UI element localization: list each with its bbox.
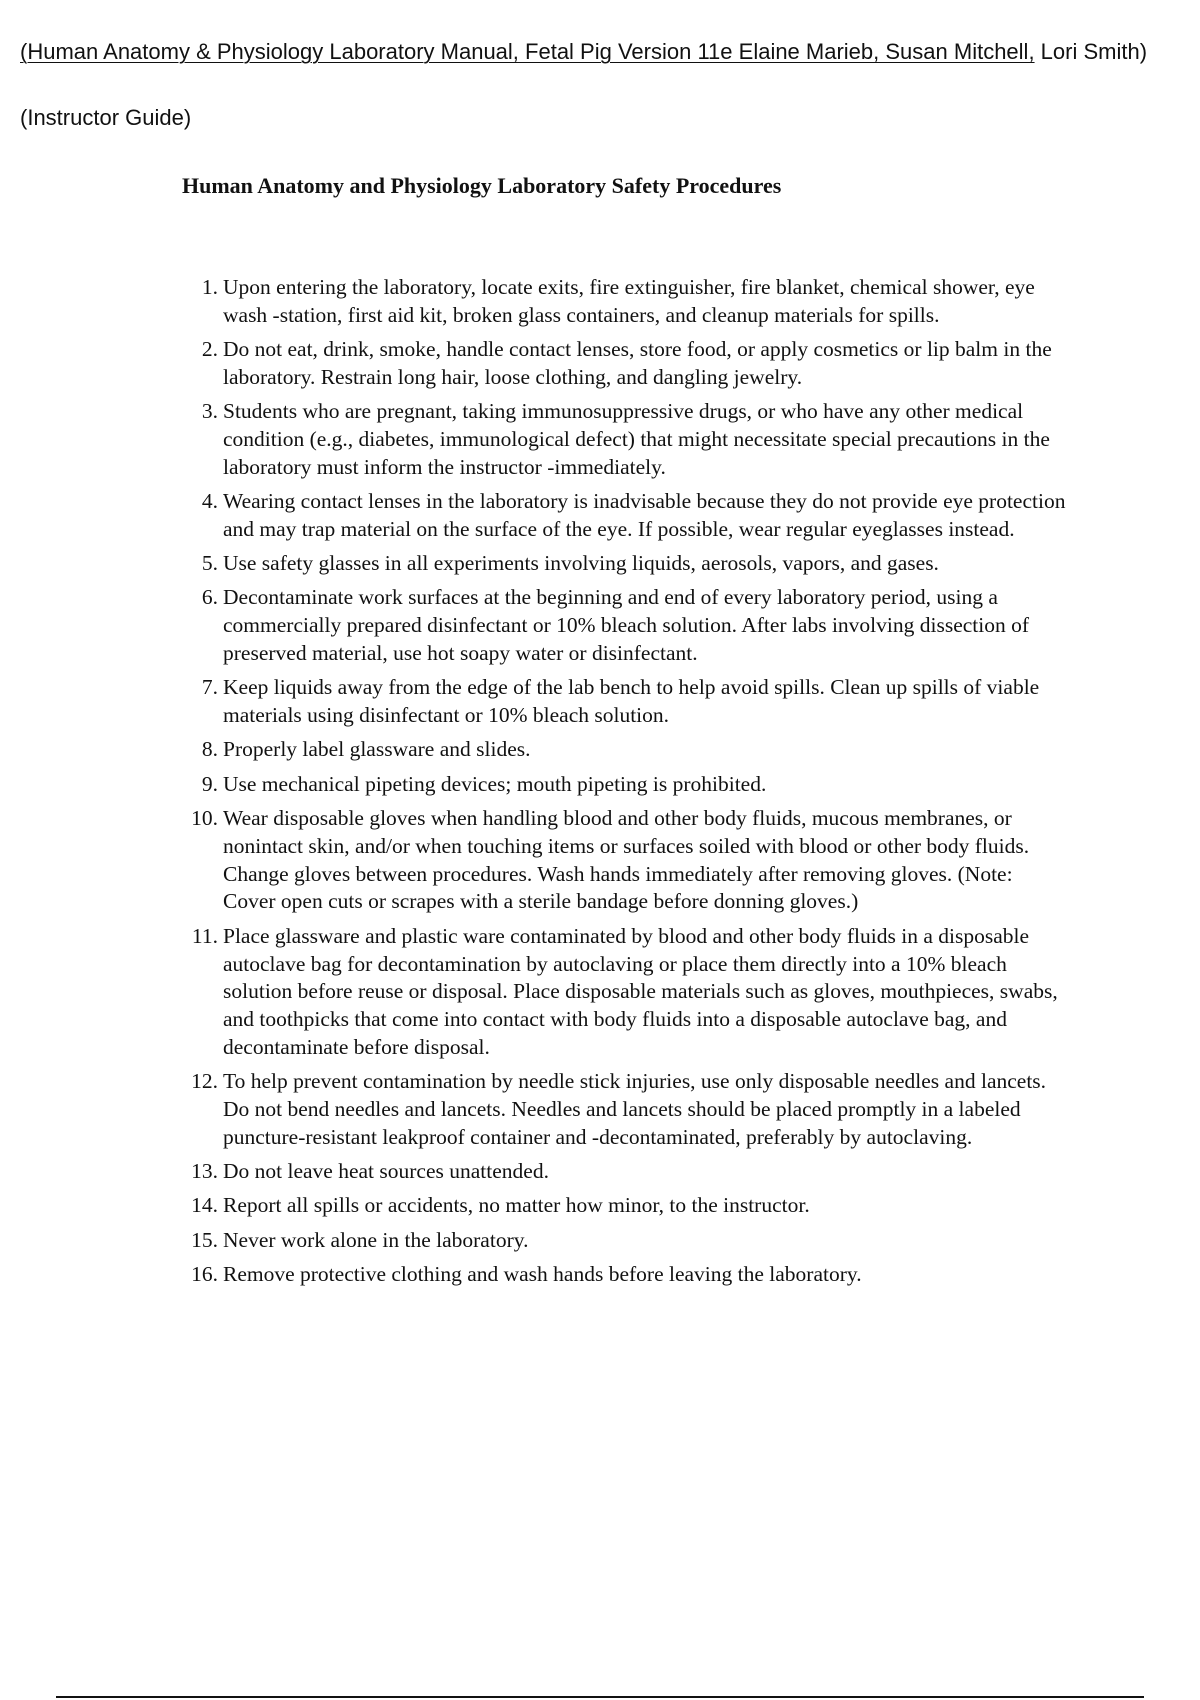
list-item bbox=[170, 674, 1070, 730]
list-item bbox=[170, 736, 1070, 764]
list-item bbox=[170, 274, 1070, 330]
list-item bbox=[170, 805, 1070, 916]
safety-procedures-list bbox=[170, 274, 1070, 1295]
item-number: 4. bbox=[201, 489, 218, 514]
item-number: 10. bbox=[191, 806, 218, 831]
list-item bbox=[170, 1158, 1070, 1186]
source-citation bbox=[20, 38, 1190, 66]
list-item bbox=[170, 584, 1070, 667]
list-item bbox=[170, 1227, 1070, 1255]
item-text: Decontaminate work surfaces at the beginning and end of every laboratory period, using a commercially prepared disinfectant or 10% bleach solution. After labs involving dissection of preserved material, use hot soapy water or disinfectant. bbox=[223, 585, 1030, 666]
instructor-guide-label: (Instructor Guide) bbox=[20, 105, 192, 130]
item-text: Report all spills or accidents, no matter how minor, to the instructor. bbox=[223, 1193, 810, 1218]
page-title: Human Anatomy and Physiology Laboratory Safety Procedures bbox=[182, 173, 782, 198]
item-text: Never work alone in the laboratory. bbox=[223, 1227, 529, 1252]
list-item bbox=[170, 550, 1070, 578]
item-number: 9. bbox=[201, 771, 218, 796]
item-number: 6. bbox=[201, 585, 218, 610]
list-item bbox=[170, 1261, 1070, 1289]
item-text: Remove protective clothing and wash hands before leaving the laboratory. bbox=[223, 1262, 862, 1286]
list-item bbox=[170, 771, 1070, 799]
item-text: Wearing contact lenses in the laboratory is inadvisable because they do not provide eye protection and may trap material on the surface of the eye. If possible, wear regular eyeglasses instead. bbox=[223, 489, 1066, 541]
footer-divider bbox=[56, 1696, 1144, 1698]
item-number: 14. bbox=[191, 1193, 218, 1218]
item-text: Properly label glassware and slides. bbox=[223, 737, 531, 762]
item-number: 15. bbox=[191, 1227, 218, 1252]
item-text: Place glassware and plastic ware contaminated by blood and other body fluids in a disposable autoclave bag for decontamination by autoclaving or place them directly into a 10% bleach solution before reuse or disposal. Place disposable materials such as gloves, mouthpieces, swabs, and toothpicks that come into contact with body fluids into a disposable autoclave bag, and decontaminate before disposal. bbox=[223, 923, 1058, 1059]
item-number: 11. bbox=[191, 923, 218, 948]
item-text: Students who are pregnant, taking immunosuppressive drugs, or who have any other medical condition (e.g., diabetes, immunological defect) that might necessitate special precautions in the laboratory must inform the instructor -immediately. bbox=[223, 399, 1050, 479]
item-number: 12. bbox=[191, 1069, 218, 1094]
item-text: Wear disposable gloves when handling blood and other body fluids, mucous membranes, or nonintact skin, and/or when touching items or surfaces soiled with blood or other body fluids. Change gloves between procedures. Wash hands immediately after removing gloves. (Note: Cover open cuts or scrapes with a sterile bandage before donning gloves.) bbox=[223, 806, 1030, 914]
item-text: Do not leave heat sources unattended. bbox=[223, 1159, 549, 1184]
list-item bbox=[170, 336, 1070, 392]
item-text: Keep liquids away from the edge of the lab bench to help avoid spills. Clean up spills of viable materials using disinfectant or 10% bleach solution. bbox=[223, 675, 1040, 728]
source-citation-link[interactable]: (Human Anatomy & Physiology Laboratory Manual, Fetal Pig Version 11e Elaine Marieb, Susan Mitchell, bbox=[20, 39, 1035, 64]
item-text: Use safety glasses in all experiments involving liquids, aerosols, vapors, and gases. bbox=[223, 551, 939, 576]
list-item bbox=[170, 923, 1070, 1062]
list-item bbox=[170, 398, 1070, 481]
item-number: 5. bbox=[201, 551, 218, 576]
item-number: 2. bbox=[201, 337, 218, 362]
item-number: 13. bbox=[191, 1159, 218, 1184]
item-number: 1. bbox=[201, 275, 218, 299]
item-text: Upon entering the laboratory, locate exits, fire extinguisher, fire blanket, chemical shower, eye wash -station, first aid kit, broken glass containers, and cleanup materials for spills. bbox=[223, 275, 1035, 327]
list-item bbox=[170, 1068, 1070, 1151]
source-citation-authors: Lori Smith) bbox=[1034, 39, 1148, 64]
item-number: 3. bbox=[201, 399, 218, 424]
item-number: 8. bbox=[201, 737, 218, 762]
item-number: 16. bbox=[191, 1262, 218, 1286]
list-item bbox=[170, 1192, 1070, 1220]
item-text: Use mechanical pipeting devices; mouth pipeting is prohibited. bbox=[223, 771, 767, 796]
item-text: Do not eat, drink, smoke, handle contact lenses, store food, or apply cosmetics or lip balm in the laboratory. Restrain long hair, loose clothing, and dangling jewelry. bbox=[223, 337, 1052, 389]
list-item bbox=[170, 488, 1070, 544]
item-number: 7. bbox=[201, 675, 218, 700]
item-text: To help prevent contamination by needle stick injuries, use only disposable needles and lancets. Do not bend needles and lancets. Needles and lancets should be placed promptly in a labeled puncture-resistant leakproof container and -decontaminated, preferably by autoclaving. bbox=[223, 1069, 1047, 1149]
